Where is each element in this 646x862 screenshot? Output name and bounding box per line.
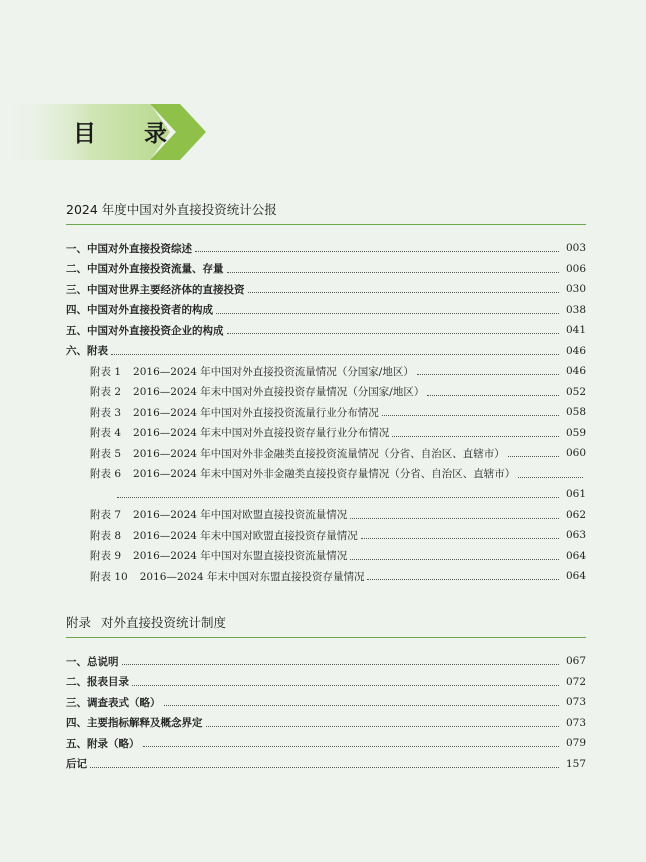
- toc-entry-label: 六、附表: [66, 345, 108, 358]
- dot-leader: [117, 496, 559, 498]
- toc-entry[interactable]: [66, 238, 586, 259]
- toc-list-appendix: [66, 651, 586, 774]
- toc-subentry[interactable]: [66, 382, 586, 403]
- toc-subentry-label: [90, 507, 347, 522]
- dot-leader: [350, 517, 559, 519]
- toc-subentry-page: 052: [565, 385, 586, 398]
- toc-list-report: [66, 238, 586, 587]
- toc-subentry-label: [90, 425, 389, 440]
- table-title: 2016—2024 年末中国对欧盟直接投资存量情况: [133, 529, 358, 542]
- toc-entry[interactable]: [66, 713, 586, 734]
- table-title: 2016—2024 年中国对外非金融类直接投资流量情况（分省、自治区、直辖市）: [133, 447, 505, 460]
- dot-leader: [382, 414, 559, 416]
- toc-subentry[interactable]: [66, 546, 586, 567]
- toc-subentry-page: 064: [565, 570, 586, 583]
- section-title: 2024 年度中国对外直接投资统计公报: [66, 202, 277, 217]
- dot-leader: [367, 578, 559, 580]
- toc-entry-label: 二、中国对外直接投资流量、存量: [66, 263, 224, 276]
- dot-leader: [427, 394, 559, 396]
- table-title: 2016—2024 年中国对东盟直接投资流量情况: [133, 550, 348, 563]
- dot-leader: [195, 250, 559, 252]
- table-code: 附表 3: [90, 406, 122, 419]
- toc-entry-page: 067: [565, 655, 586, 668]
- dot-leader: [227, 332, 560, 334]
- toc-subentry-label: [90, 569, 364, 584]
- toc-subentry-label: [90, 466, 515, 481]
- toc-entry[interactable]: [66, 300, 586, 321]
- toc-entry[interactable]: [66, 341, 586, 362]
- toc-subentry[interactable]: [66, 423, 586, 444]
- toc-subentry[interactable]: [66, 402, 586, 423]
- table-title: 2016—2024 年末中国对东盟直接投资存量情况: [139, 570, 365, 583]
- toc-entry-page: 003: [565, 242, 586, 255]
- toc-entry-label: 三、中国对世界主要经济体的直接投资: [66, 283, 245, 296]
- table-title: 2016—2024 年末中国对外直接投资存量情况（分国家/地区）: [133, 386, 425, 399]
- toc-entry[interactable]: [66, 754, 586, 775]
- toc-subentry-continuation[interactable]: [66, 484, 586, 505]
- toc-subentry-page: 061: [565, 488, 586, 501]
- toc-entry-label: 五、附录（略）: [66, 737, 140, 750]
- toc-subentry-label: [90, 548, 347, 563]
- toc-entry-label: 四、中国对外直接投资者的构成: [66, 304, 213, 317]
- section-header-report: [66, 200, 586, 225]
- table-title: 2016—2024 年末中国对外非金融类直接投资存量情况（分省、自治区、直辖市）: [133, 468, 516, 481]
- table-title: 2016—2024 年中国对外直接投资流量情况（分国家/地区）: [133, 365, 414, 378]
- toc-subentry-page: 063: [565, 529, 586, 542]
- toc-subentry-label: [90, 405, 379, 420]
- table-code: 附表 8: [90, 529, 122, 542]
- dot-leader: [350, 558, 559, 560]
- toc-entry-label: 二、报表目录: [66, 676, 129, 689]
- toc-entry-page: 079: [565, 737, 586, 750]
- toc-entry-page: 072: [565, 675, 586, 688]
- toc-subentry[interactable]: [66, 361, 586, 382]
- toc-entry-page: 030: [565, 283, 586, 296]
- table-code: 附表 9: [90, 550, 122, 563]
- toc-entry-label: 五、中国对外直接投资企业的构成: [66, 324, 224, 337]
- toc-subentry-label: [90, 384, 424, 399]
- toc-entry-page: 006: [565, 262, 586, 275]
- toc-entry-label: 一、中国对外直接投资综述: [66, 242, 192, 255]
- toc-entry-label: 后记: [66, 758, 87, 771]
- dot-leader: [132, 684, 559, 686]
- table-title: 2016—2024 年末中国对外直接投资存量行业分布情况: [133, 427, 390, 440]
- toc-entry-label: 一、总说明: [66, 655, 119, 668]
- toc-subentry-page: 060: [565, 447, 586, 460]
- page-title: 目 录: [73, 120, 188, 147]
- dot-leader: [111, 353, 559, 355]
- toc-subentry-page: 062: [565, 508, 586, 521]
- dot-leader: [122, 663, 560, 665]
- toc-entry-page: 157: [565, 757, 586, 770]
- toc-subentry-page: 046: [565, 365, 586, 378]
- dot-leader: [216, 312, 559, 314]
- section-prefix: 附录: [66, 615, 92, 630]
- dot-leader: [392, 435, 559, 437]
- dot-leader: [227, 271, 560, 273]
- toc-entry[interactable]: [66, 259, 586, 280]
- table-code: 附表 1: [90, 365, 122, 378]
- dot-leader: [206, 725, 560, 727]
- table-title: 2016—2024 年中国对外直接投资流量行业分布情况: [133, 406, 379, 419]
- table-code: 附表 6: [90, 468, 122, 481]
- toc-subentry-page: 059: [565, 426, 586, 439]
- table-code: 附表 5: [90, 447, 122, 460]
- toc-entry[interactable]: [66, 320, 586, 341]
- toc-entry-label: 三、调查表式（略）: [66, 696, 161, 709]
- toc-entry[interactable]: [66, 692, 586, 713]
- table-code: 附表 7: [90, 509, 122, 522]
- table-code: 附表 4: [90, 427, 122, 440]
- toc-subentry-label: [90, 528, 358, 543]
- toc-entry-page: 073: [565, 696, 586, 709]
- section-title: 对外直接投资统计制度: [101, 615, 227, 630]
- toc-subentry[interactable]: [66, 505, 586, 526]
- toc-subentry-page: 064: [565, 549, 586, 562]
- toc-subentry-page: 058: [565, 406, 586, 419]
- dot-leader: [417, 373, 559, 375]
- toc-entry-page: 046: [565, 344, 586, 357]
- dot-leader: [90, 766, 559, 768]
- toc-entry[interactable]: [66, 279, 586, 300]
- toc-subentry[interactable]: [66, 525, 586, 546]
- dot-leader: [248, 291, 560, 293]
- table-code: 附表 10: [90, 570, 128, 583]
- dot-leader: [164, 704, 560, 706]
- toc-entry[interactable]: [66, 733, 586, 754]
- table-code: 附表 2: [90, 386, 122, 399]
- dot-leader: [143, 745, 560, 747]
- section-header-appendix: [66, 613, 586, 638]
- toc-entry-page: 038: [565, 303, 586, 316]
- dot-leader: [518, 476, 583, 478]
- table-title: 2016—2024 年中国对欧盟直接投资流量情况: [133, 509, 348, 522]
- toc-subentry[interactable]: [66, 566, 586, 587]
- toc-entry-page: 041: [565, 324, 586, 337]
- toc-entry-page: 073: [565, 716, 586, 729]
- toc-entry[interactable]: [66, 651, 586, 672]
- toc-subentry[interactable]: [66, 464, 586, 485]
- toc-entry-label: 四、主要指标解释及概念界定: [66, 717, 203, 730]
- dot-leader: [361, 537, 559, 539]
- toc-subentry[interactable]: [66, 443, 586, 464]
- toc-subentry-label: [90, 364, 414, 379]
- toc-entry[interactable]: [66, 672, 586, 693]
- dot-leader: [508, 455, 559, 457]
- toc-subentry-label: [90, 446, 505, 461]
